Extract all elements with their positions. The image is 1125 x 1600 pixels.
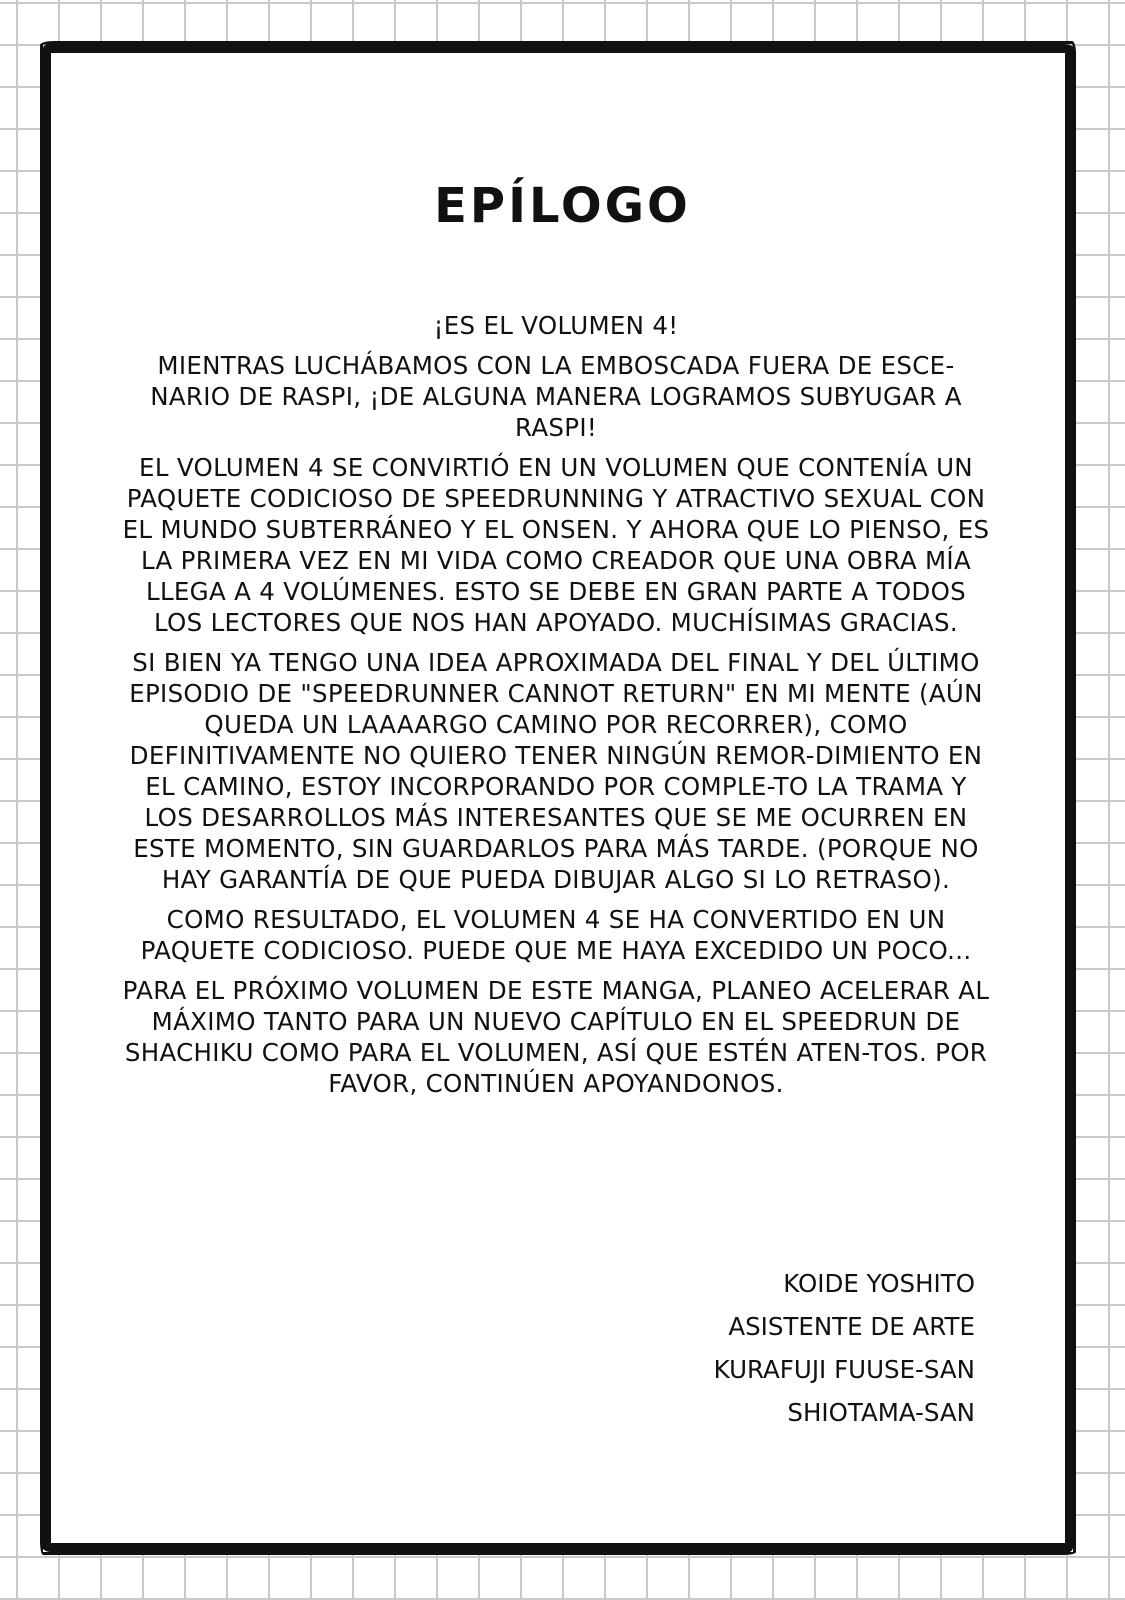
paragraph: ¡ES EL VOLUMEN 4! — [433, 311, 679, 340]
epilogue-text — [120, 310, 992, 1108]
credit-role: ASISTENTE DE ARTE — [728, 1312, 975, 1341]
paragraph: EL VOLUMEN 4 SE CONVIRTIÓ EN UN VOLUMEN QUE CONTENÍA UN PAQUETE CODICIOSO DE SPEEDRUNNING Y ATRACTIVO SEXUAL CON EL MUNDO SUBTERRÁNEO Y EL ONSEN. Y AHORA QUE LO PIENSO, ES LA PRIMERA VEZ EN MI VIDA COMO CREADOR QUE UNA OBRA MÍA LLEGA A 4 VOLÚMENES. ESTO SE DEBE EN GRAN PARTE A TODOS LOS LECTORES QUE NOS HAN APOYADO. MUCHÍSIMAS GRACIAS. — [122, 453, 990, 637]
page-title: EPÍLOGO — [434, 178, 691, 234]
credits — [714, 1262, 975, 1434]
paragraph: SI BIEN YA TENGO UNA IDEA APROXIMADA DEL FINAL Y DEL ÚLTIMO EPISODIO DE "SPEEDRUNNER CANNOT RETURN" EN MI MENTE (AÚN QUEDA UN LAAAARGO CAMINO POR RECORRER), COMO DEFINITIVAMENTE NO QUIERO TENER NINGÚN REMOR-DIMIENTO EN EL CAMINO, ESTOY INCORPORANDO POR COMPLE-TO LA TRAMA Y LOS DESARROLLOS MÁS INTERESANTES QUE SE ME OCURREN EN ESTE MOMENTO, SIN GUARDARLOS PARA MÁS TARDE. (PORQUE NO HAY GARANTÍA DE QUE PUEDA DIBUJAR ALGO SI LO RETRASO). — [129, 648, 983, 894]
paragraph: PARA EL PRÓXIMO VOLUMEN DE ESTE MANGA, PLANEO ACELERAR AL MÁXIMO TANTO PARA UN NUEVO CAPÍTULO EN EL SPEEDRUN DE SHACHIKU COMO PARA EL VOLUMEN, ASÍ QUE ESTÉN ATEN-TOS. POR FAVOR, CONTINÚEN APOYANDONOS. — [122, 976, 990, 1098]
paragraph: MIENTRAS LUCHÁBAMOS CON LA EMBOSCADA FUERA DE ESCE-NARIO DE RASPI, ¡DE ALGUNA MANERA LOGRAMOS SUBYUGAR A RASPI! — [150, 351, 962, 442]
credit-author: KOIDE YOSHITO — [783, 1269, 975, 1298]
credit-assistant: KURAFUJI FUUSE-SAN — [713, 1355, 975, 1384]
paragraph: COMO RESULTADO, EL VOLUMEN 4 SE HA CONVERTIDO EN UN PAQUETE CODICIOSO. PUEDE QUE ME HAYA EXCEDIDO UN POCO... — [140, 905, 972, 965]
credit-assistant: SHIOTAMA-SAN — [787, 1398, 975, 1427]
